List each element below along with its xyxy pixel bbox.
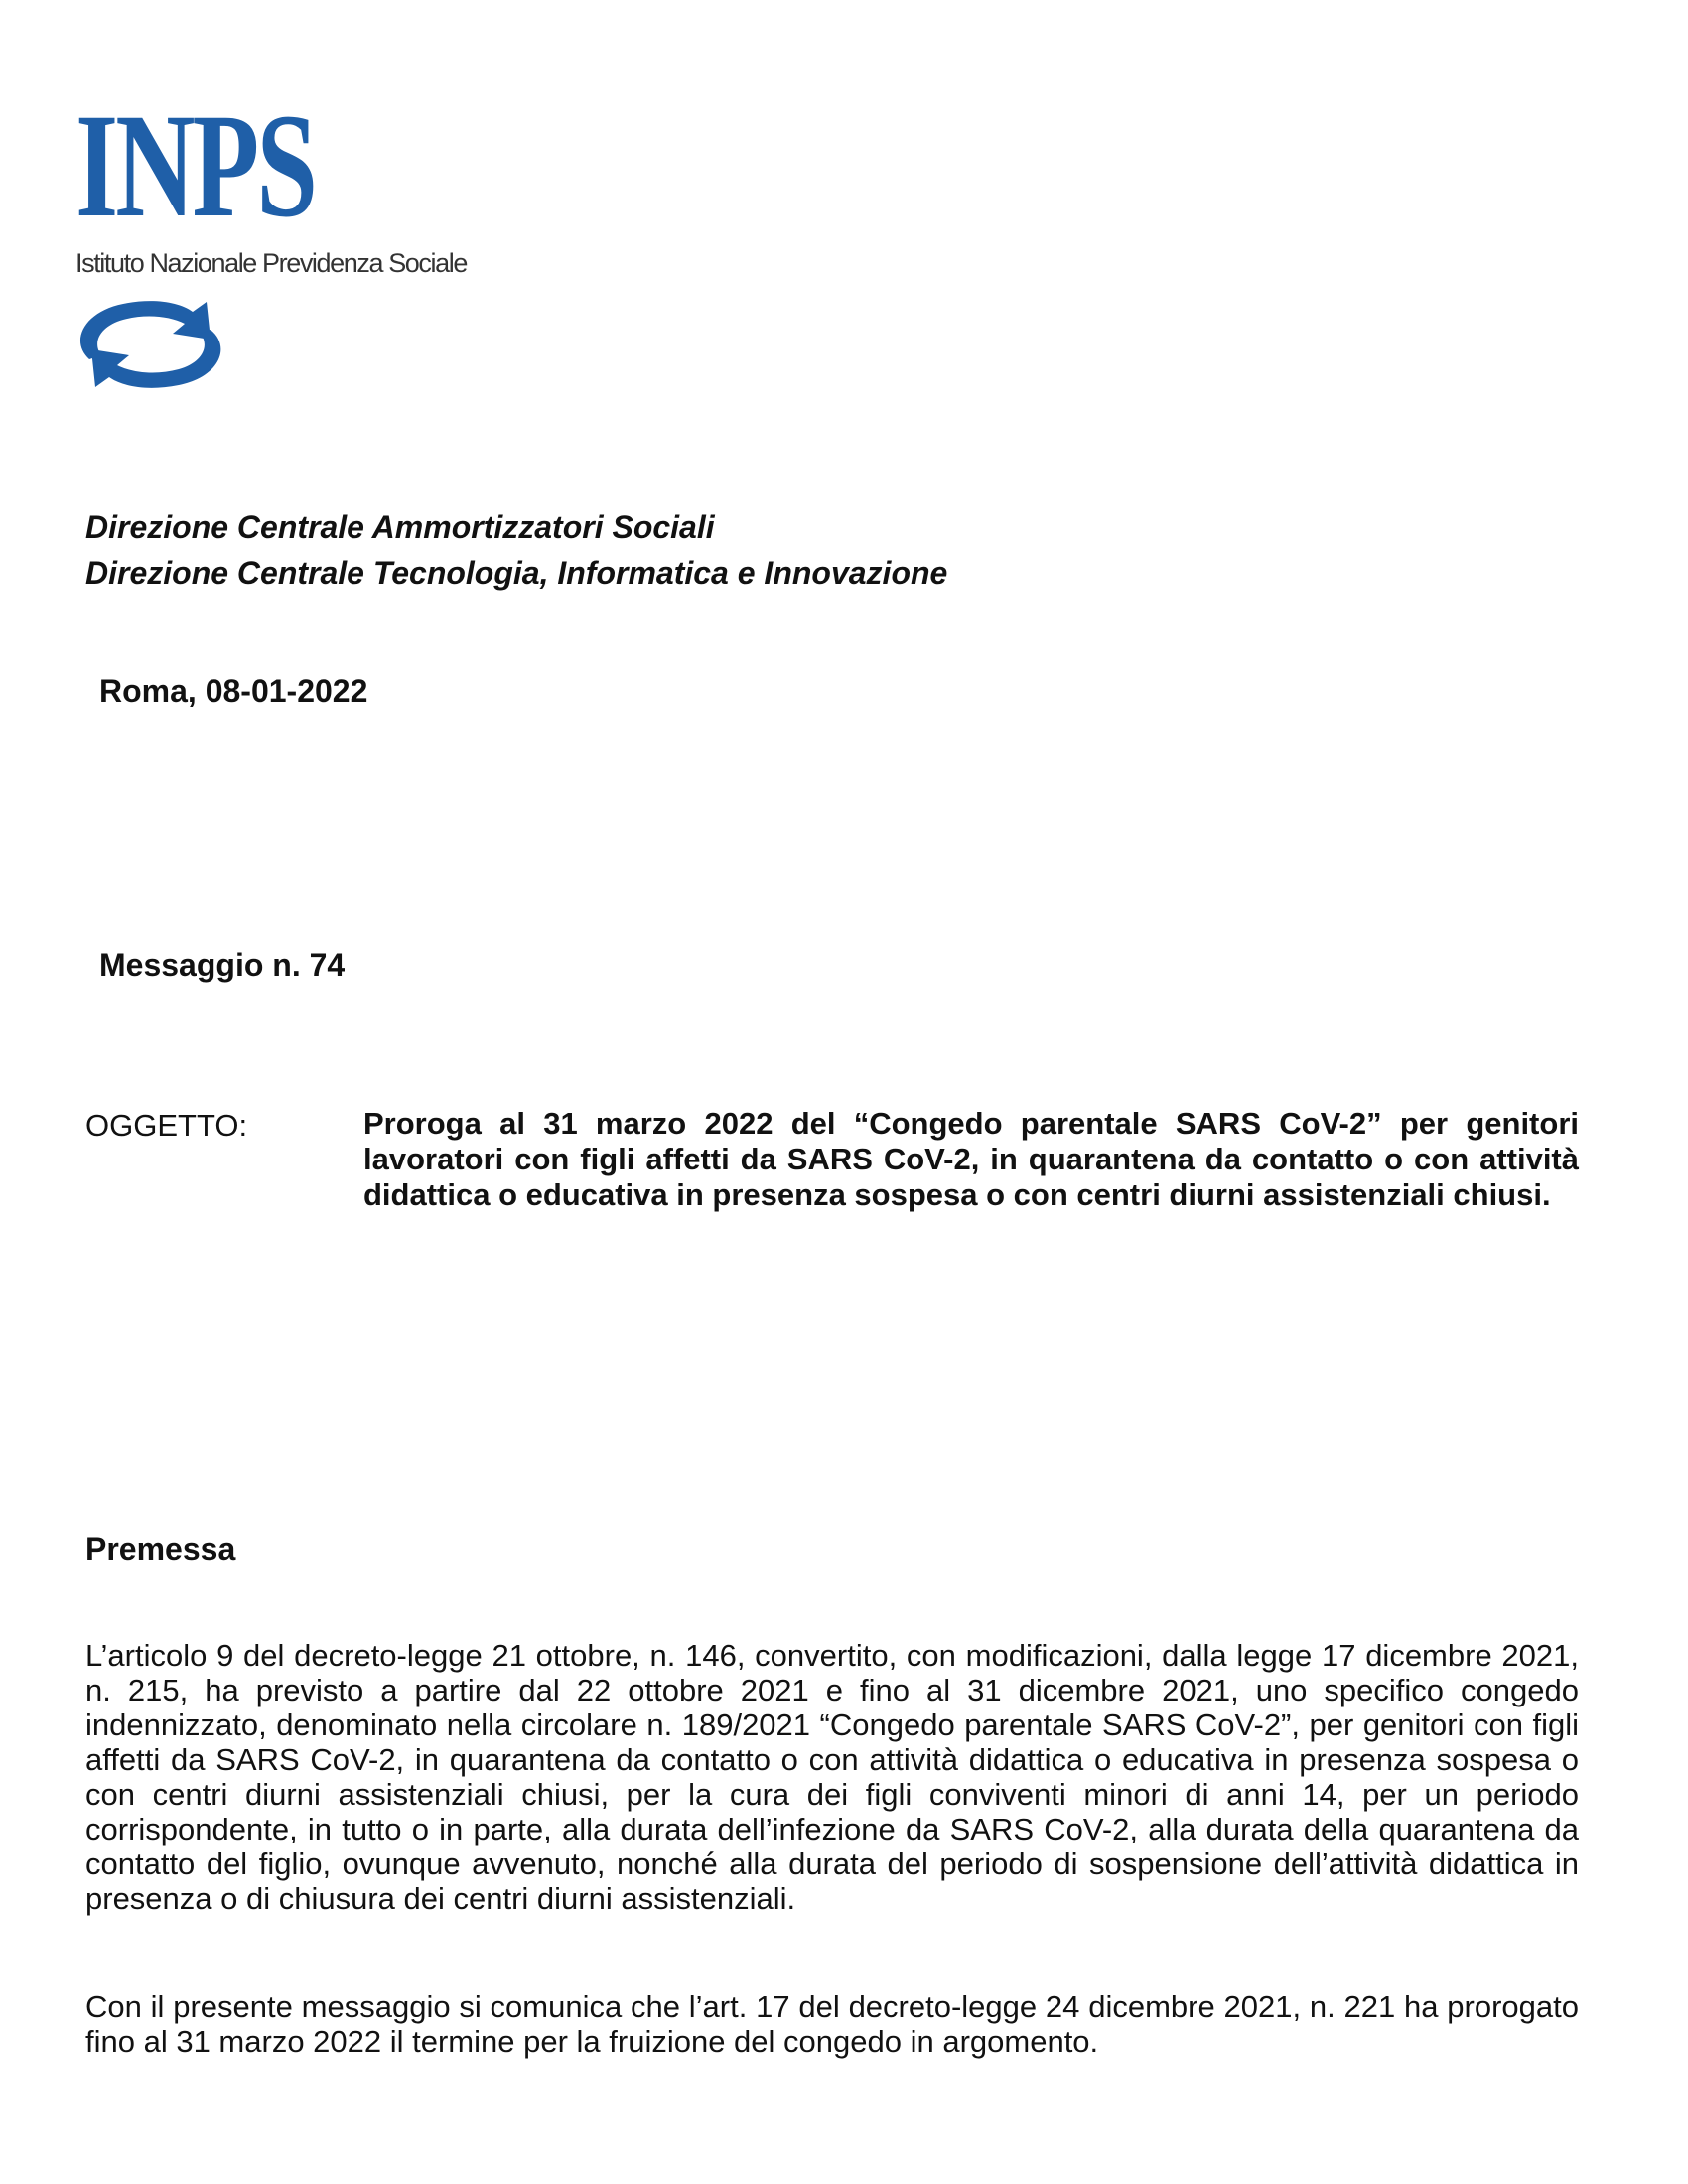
subject-label: OGGETTO: [85, 1108, 248, 1143]
circular-arrows-icon [62, 290, 240, 399]
section-title: Premessa [85, 1531, 236, 1567]
message-number: Messaggio n. 74 [99, 947, 346, 983]
body-paragraph: Con il presente messaggio si comunica che l’art. 17 del decreto-legge 24 dicembre 2021, n. 221 ha prorogato fino al 31 marzo 2022 il termine per la fruizione del congedo in argomento. [85, 1989, 1579, 2059]
logo-subtitle: Istituto Nazionale Previdenza Sociale [75, 248, 467, 278]
body-paragraph: L’articolo 9 del decreto-legge 21 ottobre, n. 146, convertito, con modificazioni, dalla legge 17 dicembre 2021, n. 215, ha previsto a partire dal 22 ottobre 2021 e fino al 31 dicembre 2021, uno specifico congedo indennizzato, denominato nella circolare n. 189/2021 “Congedo parentale SARS CoV-2”, per genitori con figli affetti da SARS CoV-2, in quarantena da contatto o con attività didattica o educativa in presenza sospesa o con centri diurni assistenziali chiusi, per la cura dei figli conviventi minori di anni 14, per un periodo corrispondente, in tutto o in parte, alla durata dell’infezione da SARS CoV-2, alla durata della quarantena da contatto del figlio, ovunque avvenuto, nonché alla durata del periodo di sospensione dell’attività didattica in presenza o di chiusura dei centri diurni assistenziali. [85, 1638, 1579, 1916]
logo-wordmark: INPS [75, 83, 316, 248]
issuing-departments [85, 504, 947, 596]
subject-text: Proroga al 31 marzo 2022 del “Congedo parentale SARS CoV-2” per genitori lavoratori con figli affetti da SARS CoV-2, in quarantena da contatto o con attività didattica o educativa in presenza sospesa o con centri diurni assistenziali chiusi. [363, 1106, 1579, 1212]
inps-logo [62, 83, 578, 409]
department-line: Direzione Centrale Tecnologia, Informatica e Innovazione [85, 555, 948, 591]
department-line: Direzione Centrale Ammortizzatori Sociali [85, 509, 715, 545]
document-date: Roma, 08-01-2022 [99, 673, 368, 709]
